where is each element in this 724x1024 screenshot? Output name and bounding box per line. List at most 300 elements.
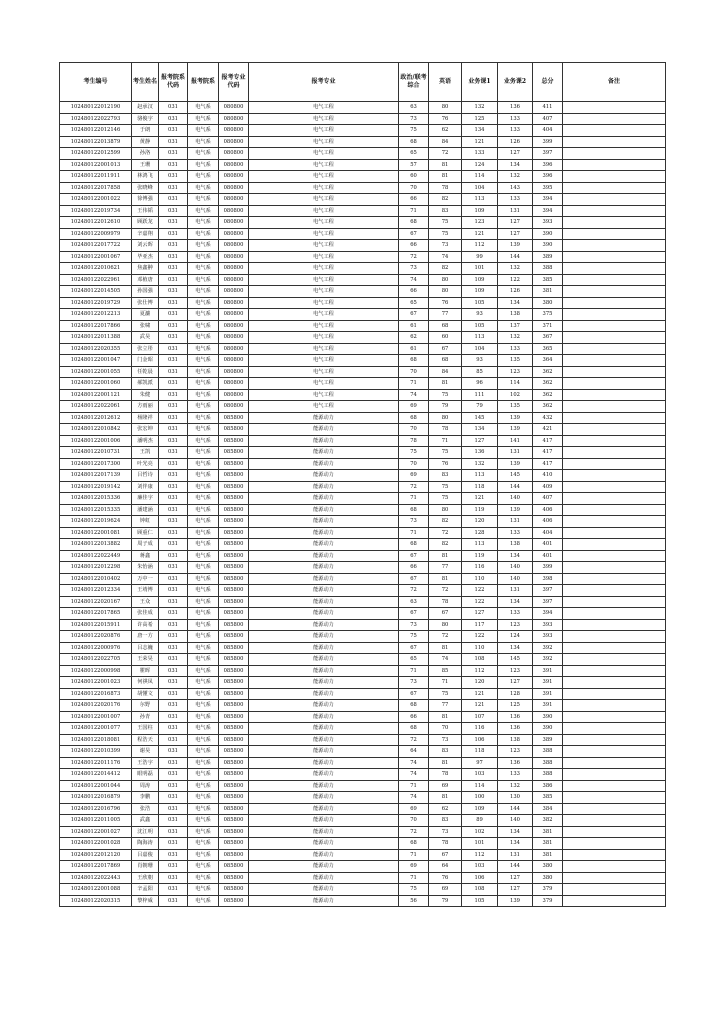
table-row xyxy=(60,573,666,585)
cell-subject1: 136 xyxy=(462,447,498,459)
cell-major: 能源动力 xyxy=(249,654,399,666)
cell-politics: 68 xyxy=(399,412,429,424)
cell-remark xyxy=(563,539,666,551)
cell-subject1: 112 xyxy=(462,240,498,252)
cell-major: 电气工程 xyxy=(249,136,399,148)
cell-name: 辛孟阳 xyxy=(132,884,159,896)
cell-subject2: 135 xyxy=(498,355,533,367)
cell-politics: 67 xyxy=(399,688,429,700)
table-row xyxy=(60,688,666,700)
cell-remark xyxy=(563,493,666,505)
cell-total: 417 xyxy=(533,447,563,459)
table-row xyxy=(60,297,666,309)
table-row xyxy=(60,539,666,551)
cell-major: 能源动力 xyxy=(249,608,399,620)
cell-name: 王国柱 xyxy=(132,723,159,735)
cell-total: 417 xyxy=(533,435,563,447)
cell-name: 廉佳宇 xyxy=(132,493,159,505)
cell-major-code: 080800 xyxy=(219,125,249,137)
cell-remark xyxy=(563,217,666,229)
cell-subject2: 144 xyxy=(498,251,533,263)
cell-subject2: 133 xyxy=(498,125,533,137)
cell-name: 吕志巍 xyxy=(132,642,159,654)
cell-politics: 56 xyxy=(399,895,429,907)
cell-total: 391 xyxy=(533,665,563,677)
cell-name: 王欣朝 xyxy=(132,872,159,884)
cell-name: 张晓峰 xyxy=(132,182,159,194)
cell-politics: 74 xyxy=(399,757,429,769)
cell-english: 80 xyxy=(429,504,462,516)
cell-major-code: 085800 xyxy=(219,711,249,723)
cell-dept: 电气系 xyxy=(188,125,219,137)
cell-english: 76 xyxy=(429,297,462,309)
header-total: 总分 xyxy=(533,63,563,102)
table-row xyxy=(60,826,666,838)
cell-english: 60 xyxy=(429,332,462,344)
cell-dept: 电气系 xyxy=(188,366,219,378)
cell-english: 78 xyxy=(429,182,462,194)
cell-major: 能源动力 xyxy=(249,562,399,574)
cell-english: 76 xyxy=(429,113,462,125)
cell-subject2: 114 xyxy=(498,378,533,390)
cell-name: 武鑫 xyxy=(132,815,159,827)
cell-dept-code: 031 xyxy=(159,228,188,240)
cell-major: 能源动力 xyxy=(249,585,399,597)
cell-english: 73 xyxy=(429,734,462,746)
cell-dept: 电气系 xyxy=(188,642,219,654)
cell-major: 能源动力 xyxy=(249,688,399,700)
cell-subject2: 133 xyxy=(498,194,533,206)
table-row xyxy=(60,332,666,344)
cell-politics: 72 xyxy=(399,585,429,597)
cell-subject2: 139 xyxy=(498,895,533,907)
cell-subject2: 125 xyxy=(498,700,533,712)
cell-dept-code: 031 xyxy=(159,263,188,275)
cell-remark xyxy=(563,194,666,206)
table-row xyxy=(60,803,666,815)
cell-exam-id: 102480122001013 xyxy=(60,159,132,171)
cell-major: 电气工程 xyxy=(249,102,399,114)
cell-remark xyxy=(563,355,666,367)
cell-remark xyxy=(563,700,666,712)
cell-politics: 73 xyxy=(399,677,429,689)
cell-dept-code: 031 xyxy=(159,792,188,804)
table-row xyxy=(60,470,666,482)
cell-subject1: 102 xyxy=(462,826,498,838)
cell-english: 80 xyxy=(429,412,462,424)
cell-exam-id: 102480122001067 xyxy=(60,251,132,263)
cell-english: 74 xyxy=(429,654,462,666)
cell-major: 能源动力 xyxy=(249,435,399,447)
cell-remark xyxy=(563,320,666,332)
cell-major: 能源动力 xyxy=(249,792,399,804)
cell-dept: 电气系 xyxy=(188,723,219,735)
cell-major: 电气工程 xyxy=(249,148,399,160)
cell-dept-code: 031 xyxy=(159,493,188,505)
table-row xyxy=(60,700,666,712)
cell-dept: 电气系 xyxy=(188,665,219,677)
table-row xyxy=(60,113,666,125)
cell-name: 徐博强 xyxy=(132,194,159,206)
cell-name: 方雨丽 xyxy=(132,401,159,413)
table-row xyxy=(60,493,666,505)
cell-name: 孙国强 xyxy=(132,286,159,298)
cell-english: 79 xyxy=(429,895,462,907)
cell-name: 周涛 xyxy=(132,780,159,792)
cell-subject2: 130 xyxy=(498,792,533,804)
cell-major-code: 085800 xyxy=(219,527,249,539)
table-row xyxy=(60,389,666,401)
cell-major: 能源动力 xyxy=(249,803,399,815)
cell-major: 能源动力 xyxy=(249,757,399,769)
cell-exam-id: 102480122017865 xyxy=(60,608,132,620)
cell-exam-id: 102480122017869 xyxy=(60,861,132,873)
cell-english: 75 xyxy=(429,493,462,505)
cell-major-code: 085800 xyxy=(219,516,249,528)
cell-remark xyxy=(563,838,666,850)
cell-dept: 电气系 xyxy=(188,435,219,447)
table-row xyxy=(60,182,666,194)
cell-total: 362 xyxy=(533,401,563,413)
cell-exam-id: 102480122022793 xyxy=(60,113,132,125)
cell-remark xyxy=(563,849,666,861)
cell-subject1: 119 xyxy=(462,504,498,516)
cell-exam-id: 102480122011176 xyxy=(60,757,132,769)
cell-english: 76 xyxy=(429,458,462,470)
cell-subject1: 120 xyxy=(462,516,498,528)
cell-english: 72 xyxy=(429,527,462,539)
cell-subject2: 134 xyxy=(498,550,533,562)
header-row xyxy=(60,63,666,102)
cell-dept-code: 031 xyxy=(159,458,188,470)
cell-subject2: 128 xyxy=(498,688,533,700)
table-row xyxy=(60,723,666,735)
cell-name: 钟虹 xyxy=(132,516,159,528)
cell-major: 能源动力 xyxy=(249,573,399,585)
cell-dept-code: 031 xyxy=(159,861,188,873)
cell-major: 能源动力 xyxy=(249,412,399,424)
cell-dept-code: 031 xyxy=(159,447,188,459)
cell-major: 电气工程 xyxy=(249,274,399,286)
cell-subject2: 145 xyxy=(498,470,533,482)
cell-subject1: 133 xyxy=(462,148,498,160)
cell-major-code: 085800 xyxy=(219,734,249,746)
cell-major: 能源动力 xyxy=(249,596,399,608)
cell-subject1: 128 xyxy=(462,527,498,539)
cell-total: 388 xyxy=(533,746,563,758)
cell-total: 384 xyxy=(533,803,563,815)
cell-english: 62 xyxy=(429,125,462,137)
cell-politics: 75 xyxy=(399,884,429,896)
cell-major-code: 085800 xyxy=(219,550,249,562)
cell-exam-id: 102480122012599 xyxy=(60,148,132,160)
cell-subject1: 105 xyxy=(462,895,498,907)
cell-total: 399 xyxy=(533,136,563,148)
cell-subject1: 110 xyxy=(462,642,498,654)
cell-total: 392 xyxy=(533,642,563,654)
cell-subject2: 140 xyxy=(498,562,533,574)
cell-total: 411 xyxy=(533,102,563,114)
cell-dept: 电气系 xyxy=(188,493,219,505)
cell-dept-code: 031 xyxy=(159,895,188,907)
cell-english: 71 xyxy=(429,435,462,447)
cell-major: 电气工程 xyxy=(249,125,399,137)
cell-subject1: 113 xyxy=(462,194,498,206)
cell-remark xyxy=(563,654,666,666)
cell-dept: 电气系 xyxy=(188,320,219,332)
cell-major: 电气工程 xyxy=(249,355,399,367)
cell-dept: 电气系 xyxy=(188,872,219,884)
cell-subject1: 112 xyxy=(462,665,498,677)
cell-subject1: 122 xyxy=(462,631,498,643)
cell-dept: 电气系 xyxy=(188,654,219,666)
cell-subject1: 110 xyxy=(462,573,498,585)
cell-dept-code: 031 xyxy=(159,194,188,206)
cell-dept-code: 031 xyxy=(159,343,188,355)
cell-remark xyxy=(563,251,666,263)
cell-name: 朱怡涵 xyxy=(132,562,159,574)
cell-subject2: 127 xyxy=(498,217,533,229)
cell-major: 能源动力 xyxy=(249,723,399,735)
cell-name: 王众 xyxy=(132,596,159,608)
cell-dept: 电气系 xyxy=(188,205,219,217)
cell-remark xyxy=(563,309,666,321)
cell-major: 能源动力 xyxy=(249,504,399,516)
cell-english: 68 xyxy=(429,320,462,332)
cell-subject1: 117 xyxy=(462,619,498,631)
cell-english: 81 xyxy=(429,159,462,171)
cell-remark xyxy=(563,240,666,252)
cell-subject2: 134 xyxy=(498,642,533,654)
cell-total: 393 xyxy=(533,631,563,643)
cell-dept-code: 031 xyxy=(159,573,188,585)
table-row xyxy=(60,815,666,827)
cell-english: 85 xyxy=(429,665,462,677)
cell-remark xyxy=(563,274,666,286)
cell-major: 能源动力 xyxy=(249,447,399,459)
cell-subject2: 139 xyxy=(498,424,533,436)
cell-name: 张浩 xyxy=(132,803,159,815)
cell-english: 81 xyxy=(429,171,462,183)
cell-subject1: 105 xyxy=(462,297,498,309)
cell-name: 周子成 xyxy=(132,539,159,551)
cell-subject1: 111 xyxy=(462,389,498,401)
cell-total: 398 xyxy=(533,573,563,585)
cell-english: 79 xyxy=(429,401,462,413)
cell-major-code: 085800 xyxy=(219,585,249,597)
cell-total: 397 xyxy=(533,148,563,160)
cell-dept: 电气系 xyxy=(188,274,219,286)
table-row xyxy=(60,401,666,413)
cell-major-code: 085800 xyxy=(219,424,249,436)
cell-dept-code: 031 xyxy=(159,504,188,516)
cell-exam-id: 102480122018081 xyxy=(60,734,132,746)
cell-remark xyxy=(563,389,666,401)
cell-major: 电气工程 xyxy=(249,194,399,206)
cell-exam-id: 102480122022449 xyxy=(60,550,132,562)
cell-exam-id: 102480122017722 xyxy=(60,240,132,252)
cell-major: 能源动力 xyxy=(249,769,399,781)
table-row xyxy=(60,769,666,781)
cell-major-code: 085800 xyxy=(219,769,249,781)
cell-dept: 电气系 xyxy=(188,746,219,758)
cell-dept-code: 031 xyxy=(159,366,188,378)
cell-subject2: 133 xyxy=(498,343,533,355)
cell-major-code: 080800 xyxy=(219,401,249,413)
cell-politics: 71 xyxy=(399,378,429,390)
cell-total: 396 xyxy=(533,171,563,183)
cell-major-code: 080800 xyxy=(219,228,249,240)
cell-major: 电气工程 xyxy=(249,171,399,183)
cell-total: 395 xyxy=(533,182,563,194)
cell-politics: 69 xyxy=(399,401,429,413)
cell-remark xyxy=(563,343,666,355)
cell-exam-id: 102480122022961 xyxy=(60,274,132,286)
cell-major: 能源动力 xyxy=(249,849,399,861)
cell-politics: 62 xyxy=(399,332,429,344)
cell-total: 375 xyxy=(533,309,563,321)
cell-subject2: 122 xyxy=(498,274,533,286)
cell-exam-id: 102480122001044 xyxy=(60,780,132,792)
cell-english: 71 xyxy=(429,677,462,689)
cell-remark xyxy=(563,228,666,240)
cell-major: 能源动力 xyxy=(249,550,399,562)
cell-dept: 电气系 xyxy=(188,769,219,781)
cell-remark xyxy=(563,688,666,700)
cell-dept-code: 031 xyxy=(159,631,188,643)
cell-english: 73 xyxy=(429,240,462,252)
cell-politics: 66 xyxy=(399,711,429,723)
cell-name: 尔野 xyxy=(132,700,159,712)
cell-subject1: 85 xyxy=(462,366,498,378)
cell-english: 78 xyxy=(429,769,462,781)
cell-dept: 电气系 xyxy=(188,826,219,838)
cell-dept: 电气系 xyxy=(188,171,219,183)
cell-name: 瞿晖 xyxy=(132,665,159,677)
cell-major: 电气工程 xyxy=(249,343,399,355)
cell-english: 82 xyxy=(429,539,462,551)
cell-subject1: 104 xyxy=(462,182,498,194)
cell-subject2: 139 xyxy=(498,240,533,252)
cell-exam-id: 102480122022061 xyxy=(60,401,132,413)
cell-total: 381 xyxy=(533,849,563,861)
cell-dept-code: 031 xyxy=(159,389,188,401)
cell-major: 能源动力 xyxy=(249,470,399,482)
cell-dept-code: 031 xyxy=(159,435,188,447)
cell-remark xyxy=(563,550,666,562)
cell-dept: 电气系 xyxy=(188,504,219,516)
cell-subject2: 139 xyxy=(498,504,533,516)
cell-dept-code: 031 xyxy=(159,711,188,723)
cell-subject1: 124 xyxy=(462,159,498,171)
cell-subject1: 104 xyxy=(462,343,498,355)
cell-total: 381 xyxy=(533,826,563,838)
cell-remark xyxy=(563,711,666,723)
cell-name: 毕亚杰 xyxy=(132,251,159,263)
cell-major: 能源动力 xyxy=(249,734,399,746)
cell-major: 能源动力 xyxy=(249,861,399,873)
cell-total: 394 xyxy=(533,608,563,620)
cell-total: 380 xyxy=(533,861,563,873)
table-row xyxy=(60,378,666,390)
cell-exam-id: 102480122001055 xyxy=(60,366,132,378)
cell-politics: 70 xyxy=(399,424,429,436)
cell-major: 能源动力 xyxy=(249,711,399,723)
table-row xyxy=(60,424,666,436)
cell-remark xyxy=(563,136,666,148)
cell-exam-id: 102480122000998 xyxy=(60,665,132,677)
table-row xyxy=(60,619,666,631)
cell-name: 张啸 xyxy=(132,320,159,332)
cell-major: 电气工程 xyxy=(249,297,399,309)
cell-politics: 73 xyxy=(399,516,429,528)
cell-subject1: 121 xyxy=(462,688,498,700)
cell-major: 电气工程 xyxy=(249,228,399,240)
cell-subject2: 132 xyxy=(498,263,533,275)
cell-name: 刘伴康 xyxy=(132,481,159,493)
cell-subject1: 114 xyxy=(462,171,498,183)
cell-politics: 72 xyxy=(399,481,429,493)
cell-exam-id: 102480122001007 xyxy=(60,711,132,723)
cell-subject2: 134 xyxy=(498,159,533,171)
table-row xyxy=(60,746,666,758)
cell-exam-id: 102480122022443 xyxy=(60,872,132,884)
cell-name: 朱健 xyxy=(132,389,159,401)
table-row xyxy=(60,504,666,516)
cell-remark xyxy=(563,803,666,815)
cell-exam-id: 102480122017858 xyxy=(60,182,132,194)
cell-dept: 电气系 xyxy=(188,102,219,114)
cell-name: 张仕博 xyxy=(132,297,159,309)
cell-name: 王伟韬 xyxy=(132,205,159,217)
cell-major-code: 085800 xyxy=(219,688,249,700)
cell-major-code: 085800 xyxy=(219,665,249,677)
cell-major: 电气工程 xyxy=(249,251,399,263)
cell-name: 程浩天 xyxy=(132,734,159,746)
cell-politics: 61 xyxy=(399,343,429,355)
table-row xyxy=(60,596,666,608)
cell-english: 80 xyxy=(429,274,462,286)
cell-politics: 66 xyxy=(399,286,429,298)
cell-subject1: 120 xyxy=(462,677,498,689)
cell-major: 电气工程 xyxy=(249,320,399,332)
cell-major: 能源动力 xyxy=(249,815,399,827)
cell-exam-id: 102480122001023 xyxy=(60,677,132,689)
cell-english: 81 xyxy=(429,573,462,585)
cell-subject2: 140 xyxy=(498,573,533,585)
cell-name: 顾重仁 xyxy=(132,527,159,539)
cell-politics: 71 xyxy=(399,527,429,539)
cell-subject1: 101 xyxy=(462,838,498,850)
cell-dept: 电气系 xyxy=(188,228,219,240)
cell-dept: 电气系 xyxy=(188,550,219,562)
cell-english: 83 xyxy=(429,815,462,827)
cell-remark xyxy=(563,665,666,677)
header-name: 考生姓名 xyxy=(132,63,159,102)
cell-name: 李鹏 xyxy=(132,792,159,804)
cell-total: 391 xyxy=(533,688,563,700)
cell-dept: 电气系 xyxy=(188,803,219,815)
cell-total: 380 xyxy=(533,872,563,884)
cell-exam-id: 102480122001081 xyxy=(60,527,132,539)
header-subject1: 业务课1 xyxy=(462,63,498,102)
cell-total: 393 xyxy=(533,217,563,229)
cell-subject2: 126 xyxy=(498,286,533,298)
cell-dept: 电气系 xyxy=(188,113,219,125)
cell-remark xyxy=(563,780,666,792)
cell-remark xyxy=(563,792,666,804)
table-row xyxy=(60,228,666,240)
